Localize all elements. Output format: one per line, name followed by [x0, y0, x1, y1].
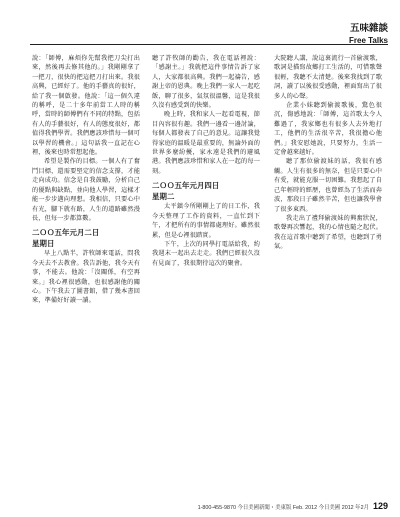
text-column-3 [274, 54, 382, 486]
paragraph: 大院聽人講，說這裏流行一首偷渡歌，歌詞是描寫故鄉打工生活的，可惜歌聲很輕，我聽不太清楚。後來我找到了歌詞，讀了以後很受感動，裡面寫出了很多人的心聲。 [274, 55, 382, 100]
header-rule [30, 44, 388, 45]
diary-weekday-heading: 星期日 [32, 239, 55, 249]
paragraph: 晚上時，我和家人一起看電視，節目內容很有趣。我們一邊看一邊討論，每個人都發表了自己的意見。這讓我覺得家庭的溫暖是最重要的，無論外面的世界多麼紛擾，家永遠是我們的避風港。我們應該珍惜和家人在一起的每一刻。 [152, 111, 260, 175]
section-title: 五味雜談 [349, 23, 388, 34]
page-footer [198, 501, 388, 511]
section-header [248, 4, 388, 46]
text-column-1 [32, 54, 140, 486]
diary-date-heading: 二ＯＯ五年元月四日 [152, 181, 220, 191]
page-number: 129 [372, 501, 388, 511]
paragraph: 聽了許牧師的勸告，我在電話裡說：「感謝主。」我就把這件事情告訴了家人，大家都很高興。我們一起禱告，感謝上帝的恩典。晚上我們一家人一起吃飯，聊了很多，氣氛很溫馨，這是我很久沒有感受到的快樂。 [152, 55, 260, 110]
paragraph: 太平鎮今所剛剛上了的日工作，我今天整理了工作的資料，一直忙到下午，才把所有的事情都處理好。雖然很累，但是心裡很踏實。 [152, 203, 260, 239]
section-subtitle: Free Talks [349, 36, 388, 45]
paragraph: 企業小妹聽到偷渡歌後，驚色很沉，傷感地說：「師傅，這首歌太令人難過了，我家鄉也有很多人去外地打工，他們的生活很辛苦，我很擔心他們。」我安慰她說，只要努力，生活一定會越來越好。 [274, 102, 382, 157]
footer-text: 1-800-455-9870 今日美國新聞・美東版 Feb. 2012 今日美國 2012 年2月 [197, 505, 369, 511]
paragraph: 聽了那位偷渡妹的話，我很有感觸。人生有很多的無奈，但是只要心中有愛，就能克服一切困難。我想起了自己年輕時的經歷，也曾經為了生活而奔波，那段日子雖然辛苦，但也讓我學會了很多東西。 [274, 158, 382, 213]
text-column-2 [152, 54, 260, 486]
paragraph: 我走出了禮拜偷渡妹的興奮狀況，歌聲再次響起，我的心情也隨之起伏。我在這首歌中聽到了希望，也聽到了勇氣。 [274, 214, 382, 251]
paragraph: 下午，上次的同學打電話給我，約我週末一起出去走走。我們已經很久沒有見面了，我很期待這次的聚會。 [152, 240, 260, 267]
paragraph: 早上八點半，許牧師來電話，問我今天去不去教會。我告訴他，我今天有事，不能去。他說：「沒關係，有空再來。」我心裡很感動，也很感謝他的關心。下午我去了圖書館，借了幾本書回來，準備好好讀一讀。 [32, 250, 140, 305]
paragraph: 希望是製作的目標。一個人有了奮鬥目標，還需要堅定的信念支撐，才能走向成功。信念是自我鼓勵，分析自己的優點與缺點，並向他人學習，這樣才能一步步邁向理想。我相信，只要心中有光，腳下就有路，人生的道路雖然漫長，但每一步都算數。 [32, 158, 140, 222]
paragraph: 說：「師傅，麻煩你先幫我把刀尖打出來，然後再去修其他的。」我剛剛拿了一把刀，很快的把這把刀打出來。我很高興，已經好了。他的手藝真的很好，給了我一個啟發。他說：「這一個久違的稱呼，是二十多年前當工人時的稱呼，當時的師傅們有不同的特點，包括有人的手藝很好，有人的態度很好，都值得我們學習。我們應該珍惜每一個可以學習的機會。」這句話我一直記在心裡，後來也時常想起他。 [32, 55, 140, 157]
diary-date-heading: 二ＯＯ五年元月二日 [32, 228, 100, 238]
diary-weekday-heading: 星期二 [152, 192, 175, 202]
